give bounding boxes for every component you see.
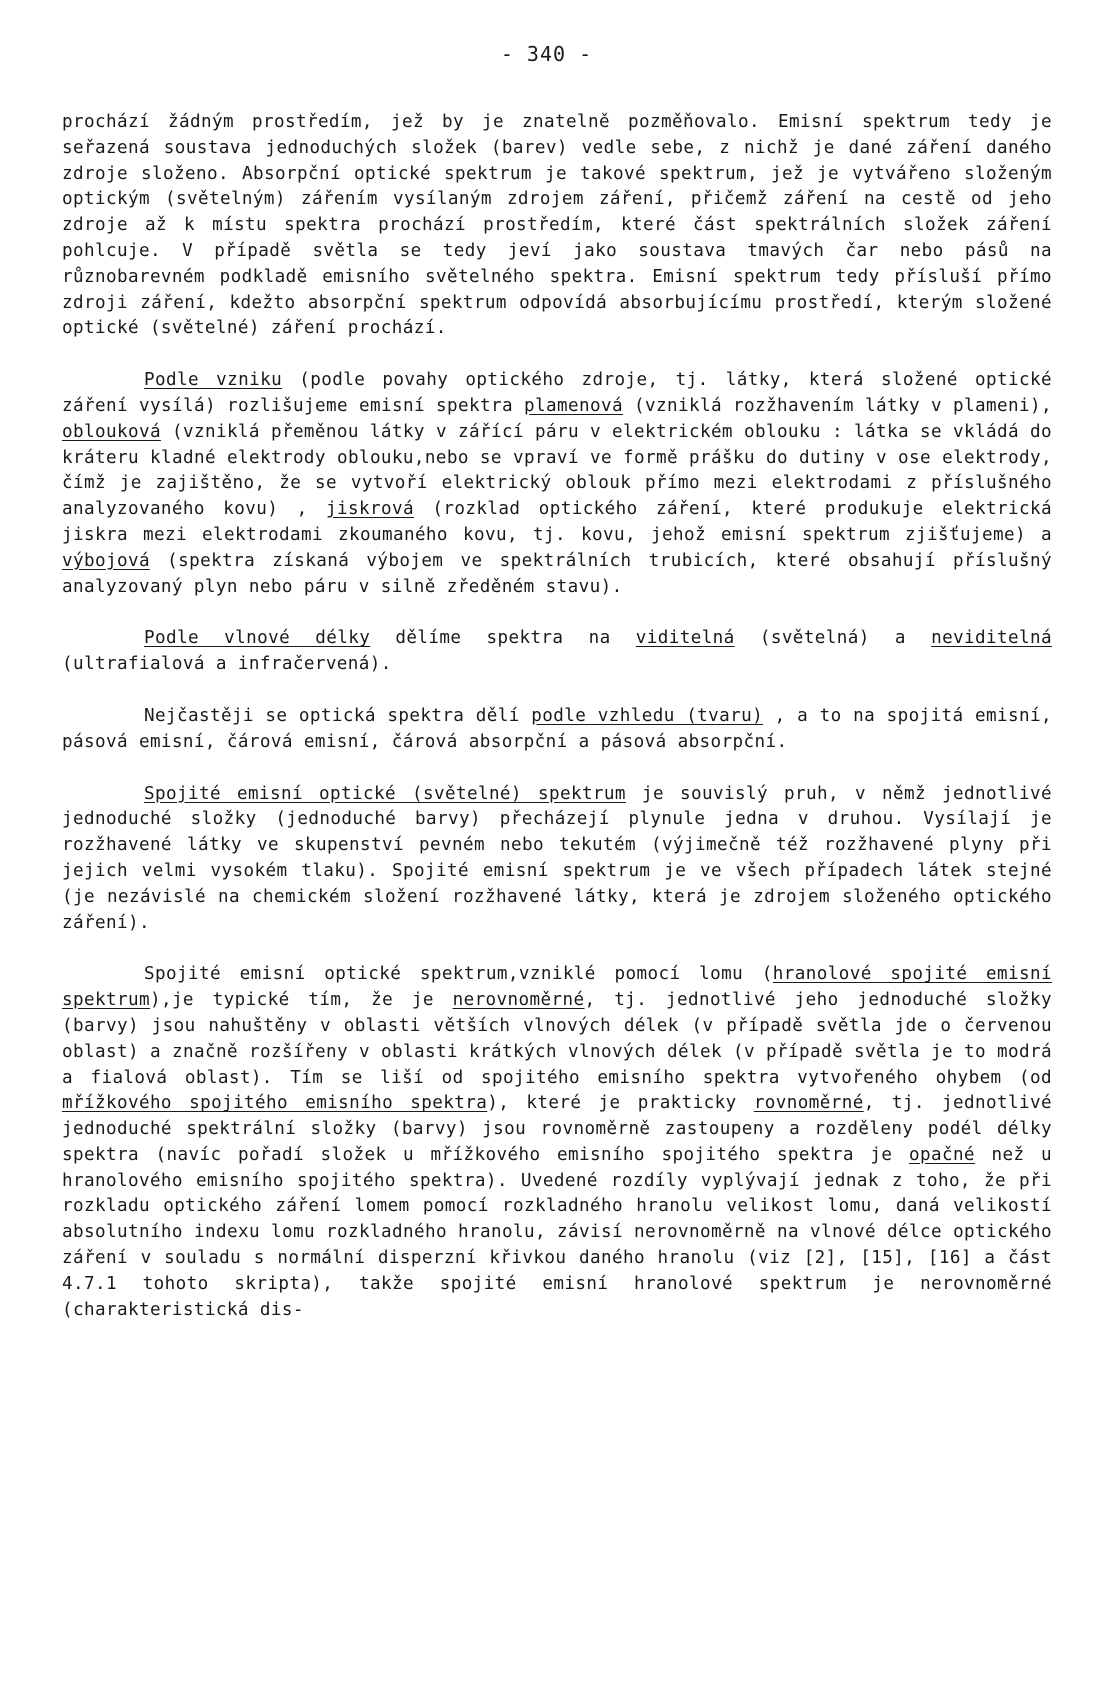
text-run: (podle povahy optického zdroje, tj. látky, která složené optické záření vysílá) rozlišujeme emisní spektra — [62, 370, 1052, 416]
text-run: Nejčastěji se optická spektra dělí — [144, 705, 532, 726]
text-run: (ultrafialová a infračervená). — [62, 654, 392, 675]
paragraph — [62, 782, 1052, 937]
paragraph — [62, 368, 1052, 600]
paragraph — [62, 110, 1052, 342]
text-run: , tj. jednotlivé jednoduché spektrální složky (barvy) jsou rovnoměrně zastoupeny a rozděleny podél délky spektra (navíc pořadí složek u mřížkového emisního spojitého spektra je — [62, 1093, 1052, 1165]
text-run: ), které je prakticky — [487, 1093, 754, 1114]
paragraph — [62, 626, 1052, 678]
text-run: , a to na spojitá emisní, pásová emisní, čárová emisní, čárová absorpční a pásová absorpční. — [62, 705, 1052, 752]
underlined-term: Spojité emisní optické (světelné) spektrum — [144, 783, 626, 804]
text-run: (vzniklá přeměnou látky v zářící páru v elektrickém oblouku : látka se vkládá do kráteru kladné elektrody oblouku,nebo se vpraví ve formě prášku do dutiny v ose elektrody, čímž je zajištěno, že se vytvoří elektrický oblouk přímo mezi elektrodami z příslušného analyzovaného kovu) , — [62, 421, 1052, 520]
underlined-term: Podle vzniku — [144, 370, 283, 391]
underlined-term: nerovnoměrné — [452, 990, 585, 1011]
text-run: dělíme spektra na — [370, 628, 636, 649]
page-number: - 340 - — [500, 42, 593, 66]
underlined-term: mřížkového spojitého emisního spektra — [62, 1093, 488, 1114]
text-run: (spektra získaná výbojem ve spektrálních trubicích, které obsahují příslušný analyzovaný plyn nebo páru v silně zředěném stavu). — [62, 550, 1052, 597]
underlined-term: oblouková — [62, 421, 161, 442]
text-run: ),je typické tím, že je — [149, 990, 453, 1011]
text-run: (rozklad optického záření, které produkuje elektrická jiskra mezi elektrodami zkoumaného kovu, tj. kovu, jehož emisní spektrum zjišťujeme) a — [62, 499, 1052, 545]
text-run: než u hranolového emisního spojitého spektra). Uvedené rozdíly vyplývají jednak z toho, že při rozkladu optického záření lomem pomocí rozkladného hranolu velikost lomu, daná velikostí absolutního indexu lomu rozkladného hranolu, závisí nerovnoměrně na vlnové délce optického záření v souladu s normální disperzní křivkou daného hranolu (viz [2], [15], [16] a část 4.7.1 tohoto skripta), takže spojité emisní hranolové spektrum je nerovnoměrné (charakteristická dis- — [62, 1144, 1052, 1320]
body-text — [62, 110, 1052, 1323]
text-run: (vzniklá rozžhavením látky v plameni), — [622, 395, 1052, 416]
underlined-term: podle vzhledu (tvaru) — [531, 705, 764, 726]
paragraph — [62, 962, 1052, 1323]
text-run: , tj. jednotlivé jeho jednoduché složky (barvy) jsou nahuštěny v oblasti větších vlnových délek (v případě světla jde o červenou oblast) a značně rozšířeny v oblasti krátkých vlnových délek (v případě světla je to modrá a fialová oblast). Tím se liší od spojitého emisního spektra vytvořeného ohybem (od — [62, 990, 1052, 1088]
text-run: Spojité emisní optické spektrum,vzniklé pomocí lomu ( — [144, 964, 773, 985]
underlined-term: Podle vlnové délky — [144, 628, 371, 649]
text-run: (světelná) a — [734, 628, 932, 649]
underlined-term: hranolové spojité emisní spektrum — [62, 964, 1052, 1011]
underlined-term: viditelná — [635, 628, 735, 649]
text-run: prochází žádným prostředím, jež by je znatelně pozměňovalo. Emisní spektrum tedy je seřazená soustava jednoduchých složek (barev) vedle sebe, z nichž je dané záření daného zdroje složeno. Absorpční optické spektrum je takové spektrum, jež je vytvářeno složeným optickým (světelným) zářením vysílaným zdrojem záření, přičemž záření na cestě od jeho zdroje až k místu spektra prochází prostředím, které část spektrálních složek záření pohlcuje. V případě světla se tedy jeví jako soustava tmavých čar nebo pásů na různobarevném podkladě emisního světelného spektra. Emisní spektrum tedy přísluší přímo zdroji záření, kdežto absorpční spektrum odpovídá absorbujícímu prostředí, kterým složené optické (světelné) záření prochází. — [62, 112, 1052, 339]
underlined-term: opačné — [908, 1144, 975, 1165]
underlined-term: výbojová — [62, 550, 150, 571]
underlined-term: rovnoměrné — [753, 1093, 864, 1114]
paragraph — [62, 704, 1052, 756]
text-run: je souvislý pruh, v němž jednotlivé jednoduché složky (jednoduché barvy) přecházejí plynule jedna v druhou. Vysílají je rozžhavené látky ve skupenství pevném nebo tekutém (výjimečně též rozžhavené plyny při jejich velmi vysokém tlaku). Spojité emisní spektrum je ve všech případech látek stejné (je nezávislé na chemickém složení rozžhavené látky, která je zdrojem složeného optického záření). — [62, 783, 1052, 933]
underlined-term: jiskrová — [326, 499, 414, 520]
underlined-term: neviditelná — [931, 628, 1052, 649]
underlined-term: plamenová — [524, 395, 623, 416]
